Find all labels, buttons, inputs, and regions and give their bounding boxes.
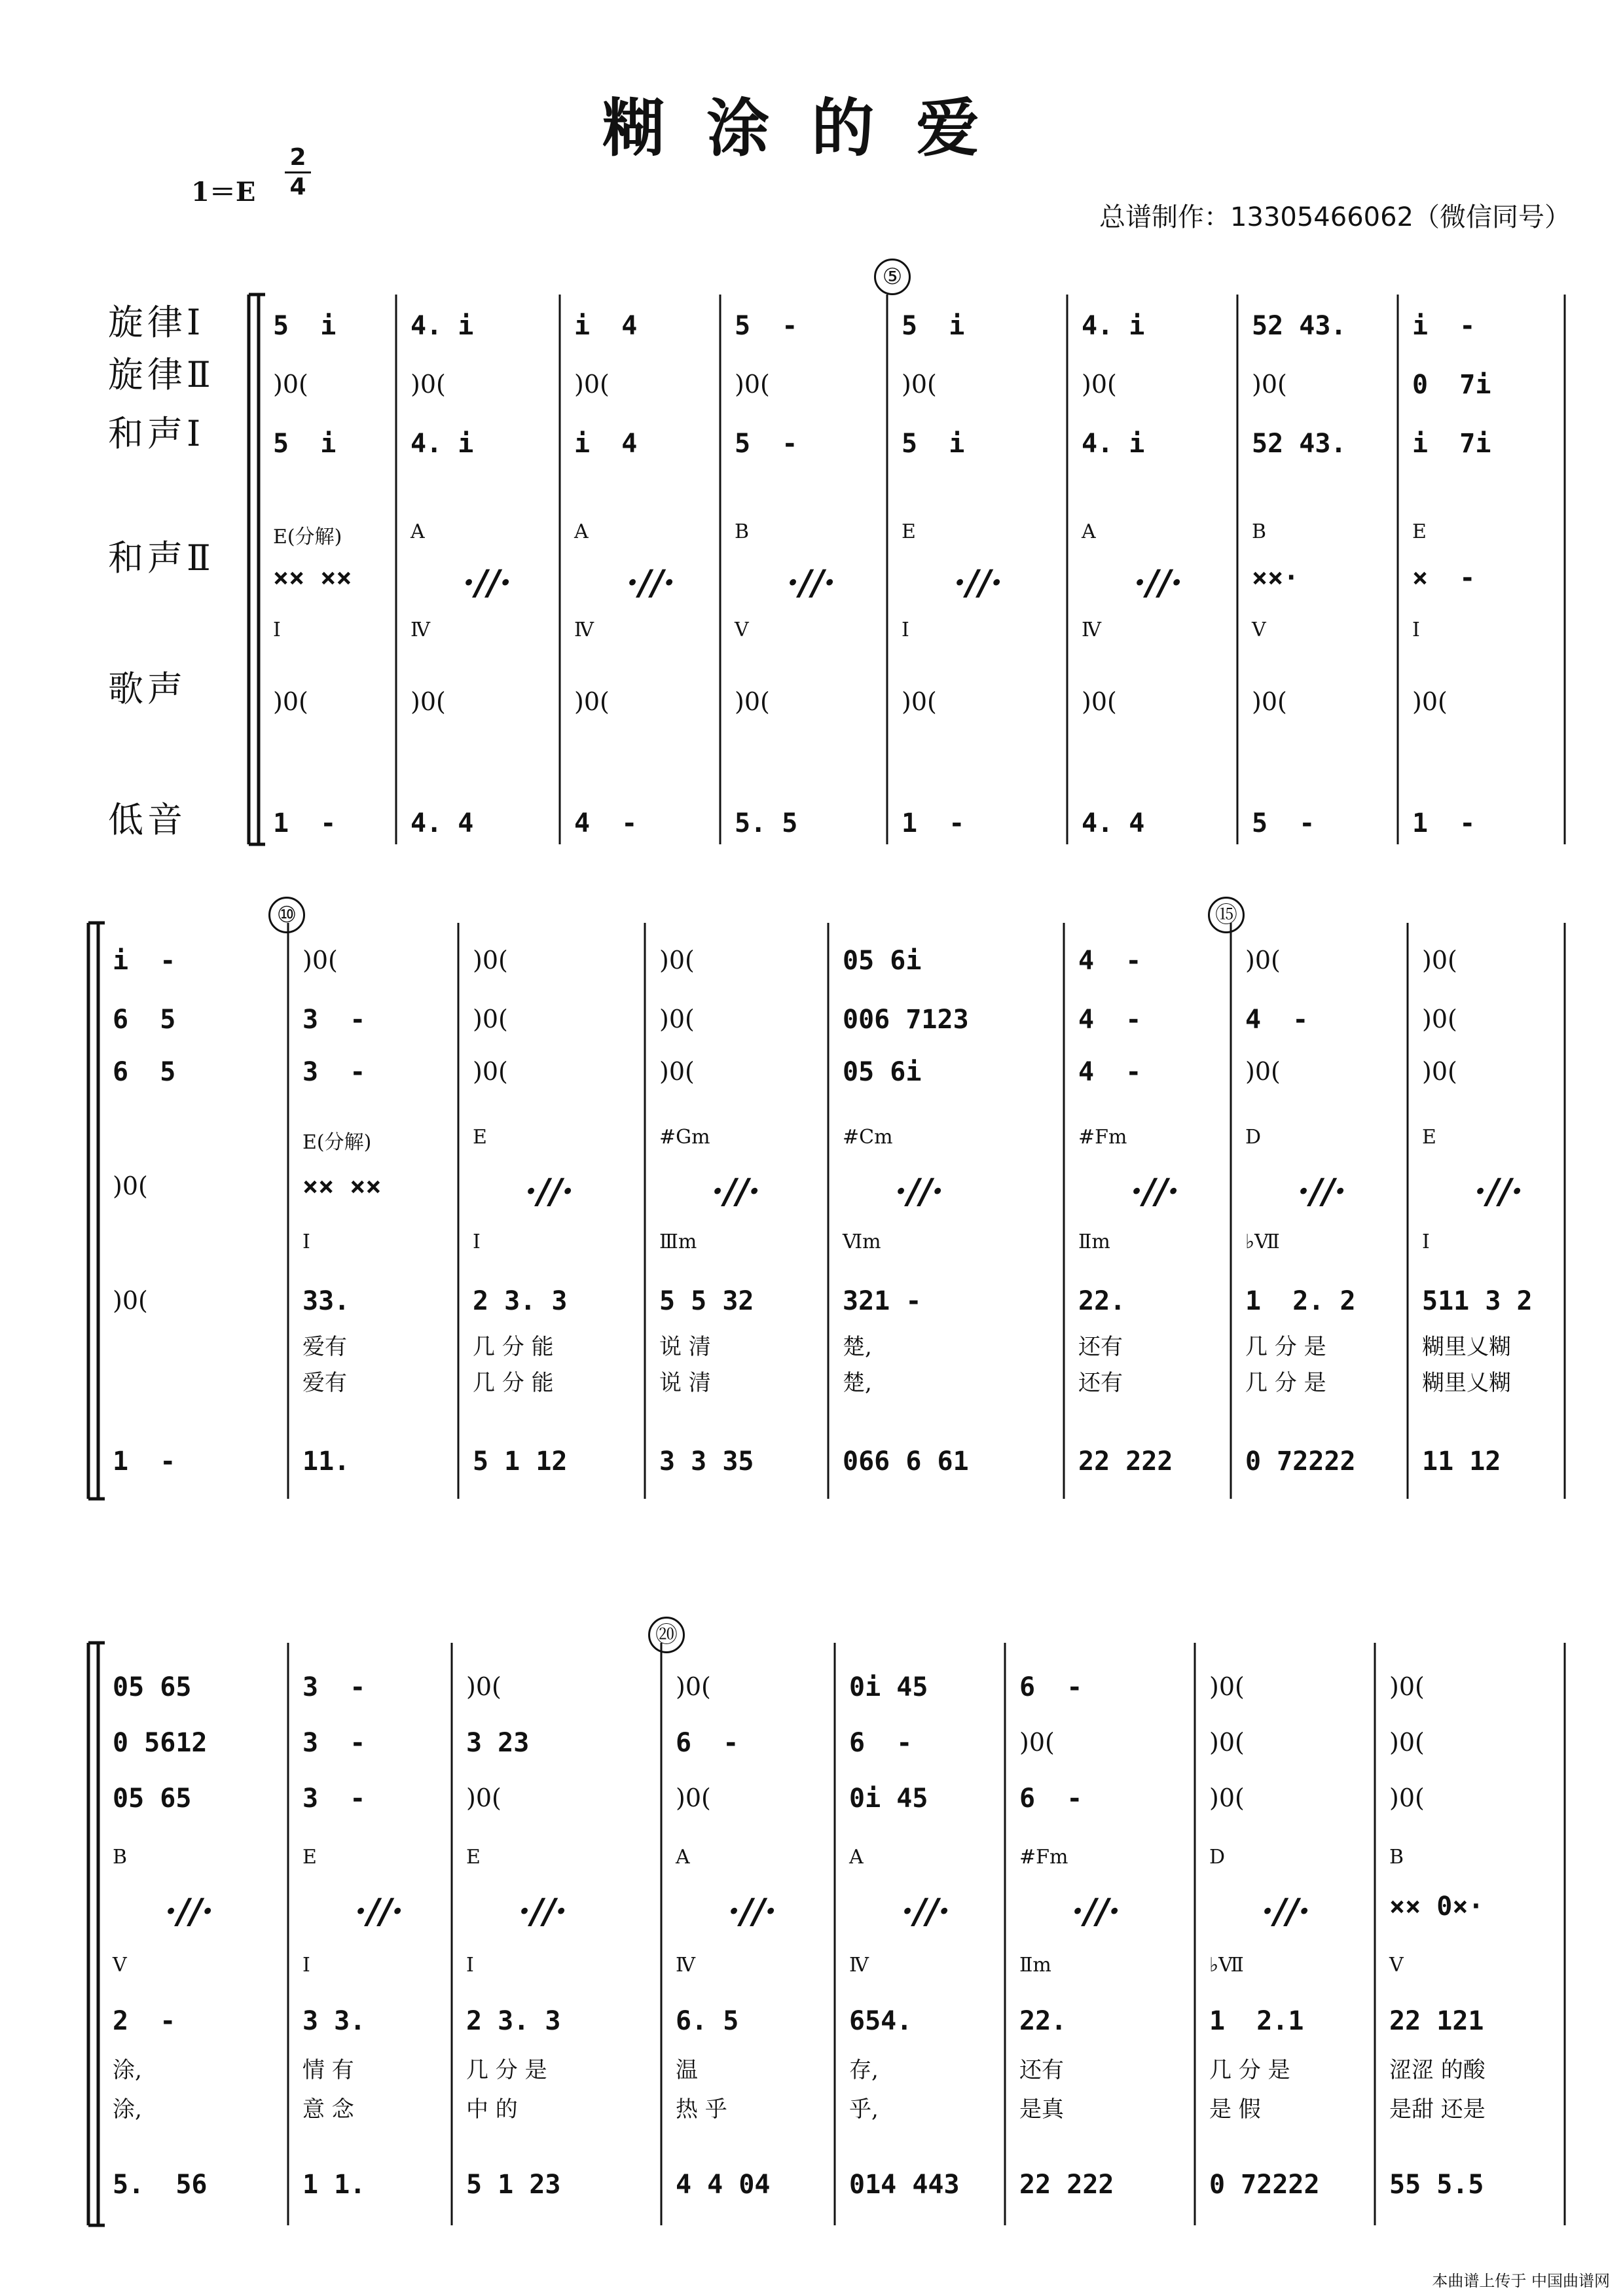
melody1-cell: 4 -: [1078, 946, 1142, 976]
harmony2-cell: ·//·: [1131, 1172, 1180, 1211]
roman-cell: I: [302, 1954, 310, 1977]
voice-cell: 3 3.: [302, 2006, 366, 2036]
bass-cell: 1 1.: [302, 2170, 366, 2200]
melody1-cell: )0(: [1245, 946, 1281, 975]
harmony1-cell: 4 -: [1078, 1057, 1142, 1087]
harmony2-cell: )0(: [113, 1172, 148, 1200]
chords-cell: A: [849, 1846, 864, 1869]
melody1-cell: 5 -: [735, 311, 798, 341]
lyrics2-cell: 几 分 能: [473, 1370, 554, 1396]
chords-cell: E: [902, 520, 916, 543]
melody2-cell: )0(: [659, 1005, 695, 1033]
melody2-cell: 006 7123: [843, 1005, 969, 1035]
chords-cell: B: [1389, 1846, 1404, 1869]
lyrics1-cell: 几 分 是: [466, 2057, 547, 2083]
voice-cell: )0(: [410, 687, 446, 716]
melody2-cell: )0(: [1209, 1728, 1245, 1757]
harmony1-cell: )0(: [659, 1057, 695, 1086]
voice-cell: )0(: [273, 687, 308, 716]
harmony2-cell: × -: [1412, 563, 1476, 593]
lyrics2-cell: 中 的: [466, 2096, 518, 2123]
lyrics1-cell: 温: [676, 2057, 698, 2083]
lyrics1-cell: 几 分 能: [473, 1334, 554, 1360]
melody2-cell: )0(: [1082, 370, 1117, 399]
voice-cell: )0(: [735, 687, 770, 716]
harmony1-cell: )0(: [1245, 1057, 1281, 1086]
melody2-cell: )0(: [473, 1005, 508, 1033]
part-label-4: 歌声: [108, 668, 187, 709]
voice-cell: 2 -: [113, 2006, 176, 2036]
chords-cell: E: [473, 1126, 487, 1149]
lyrics1-cell: 涩涩 的酸: [1389, 2057, 1486, 2083]
melody2-cell: 3 -: [302, 1005, 366, 1035]
roman-cell: I: [273, 619, 281, 641]
roman-cell: Ⅴ: [735, 619, 749, 641]
roman-cell: Ⅱm: [1078, 1230, 1110, 1253]
bass-cell: 5. 5: [735, 808, 798, 838]
melody2-cell: )0(: [1422, 1005, 1457, 1033]
voice-cell: )0(: [113, 1286, 148, 1315]
harmony2-cell: ·//·: [525, 1172, 574, 1211]
chords-cell: E: [302, 1846, 317, 1869]
harmony1-cell: )0(: [1422, 1057, 1457, 1086]
voice-cell: 22.: [1019, 2006, 1067, 2036]
lyrics2-cell: 楚,: [843, 1370, 872, 1396]
voice-cell: 22.: [1078, 1286, 1126, 1316]
melody1-cell: 05 65: [113, 1672, 192, 1702]
harmony1-cell: )0(: [473, 1057, 508, 1086]
harmony1-cell: )0(: [1209, 1784, 1245, 1812]
harmony1-cell: 4. i: [1082, 429, 1145, 459]
chords-cell: E: [1422, 1126, 1436, 1149]
chords-cell: B: [1252, 520, 1267, 543]
melody1-cell: 0i 45: [849, 1672, 928, 1702]
bass-cell: 1 -: [902, 808, 965, 838]
melody2-cell: 6 -: [676, 1728, 739, 1758]
voice-cell: 2 3. 3: [473, 1286, 568, 1316]
voice-cell: )0(: [1252, 687, 1287, 716]
melody2-cell: 3 -: [302, 1728, 366, 1758]
melody1-cell: )0(: [473, 946, 508, 975]
melody1-cell: 3 -: [302, 1672, 366, 1702]
roman-cell: Ⅳ: [574, 619, 594, 641]
lyrics1-cell: 说 清: [659, 1334, 711, 1360]
bass-cell: 014 443: [849, 2170, 960, 2200]
voice-cell: 511 3 2: [1422, 1286, 1533, 1316]
roman-cell: ♭Ⅶ: [1209, 1954, 1244, 1977]
bass-cell: 5. 56: [113, 2170, 208, 2200]
voice-cell: 1 2. 2: [1245, 1286, 1356, 1316]
melody2-cell: 0 7i: [1412, 370, 1491, 400]
melody2-cell: )0(: [273, 370, 308, 399]
lyrics2-cell: 几 分 是: [1245, 1370, 1326, 1396]
harmony1-cell: )0(: [466, 1784, 501, 1812]
chords-cell: #Gm: [659, 1126, 710, 1149]
chords-cell: #Fm: [1019, 1846, 1068, 1869]
chords-cell: E: [1412, 520, 1427, 543]
voice-cell: 654.: [849, 2006, 913, 2036]
melody2-cell: )0(: [574, 370, 610, 399]
bass-cell: 11 12: [1422, 1446, 1501, 1477]
voice-cell: )0(: [1412, 687, 1448, 716]
bass-cell: 1 -: [1412, 808, 1476, 838]
melody2-cell: )0(: [1252, 370, 1287, 399]
lyrics2-cell: 意 念: [302, 2096, 354, 2123]
harmony2-cell: ·//·: [712, 1172, 761, 1211]
harmony1-cell: 4. i: [410, 429, 474, 459]
harmony1-cell: 3 -: [302, 1784, 366, 1814]
melody2-cell: )0(: [902, 370, 937, 399]
harmony1-cell: 52 43.: [1252, 429, 1347, 459]
part-label-2: 和声Ⅰ: [108, 413, 205, 454]
bass-cell: 55 5.5: [1389, 2170, 1484, 2200]
melody1-cell: 4. i: [410, 311, 474, 341]
bass-cell: 0 72222: [1245, 1446, 1356, 1477]
chords-cell: B: [113, 1846, 128, 1869]
lyrics1-cell: 存,: [849, 2057, 879, 2083]
chords-cell: E(分解): [273, 526, 342, 548]
harmony2-cell: ·//·: [1298, 1172, 1347, 1211]
melody2-cell: )0(: [410, 370, 446, 399]
part-label-0: 旋律Ⅰ: [108, 302, 205, 343]
chords-cell: #Fm: [1078, 1126, 1127, 1149]
lyrics1-cell: 几 分 是: [1245, 1334, 1326, 1360]
roman-cell: I: [1412, 619, 1420, 641]
chords-cell: A: [574, 520, 589, 543]
harmony1-cell: )0(: [676, 1784, 711, 1812]
melody1-cell: )0(: [302, 946, 338, 975]
lyrics2-cell: 说 清: [659, 1370, 711, 1396]
bass-cell: 5 -: [1252, 808, 1315, 838]
melody1-cell: 6 -: [1019, 1672, 1083, 1702]
measure-number: ⑳: [648, 1617, 685, 1653]
harmony2-cell: ×× ××: [302, 1172, 382, 1202]
melody1-cell: 5 i: [273, 311, 337, 341]
harmony2-cell: ·//·: [1262, 1892, 1311, 1931]
chords-cell: D: [1245, 1126, 1262, 1149]
roman-cell: I: [466, 1954, 474, 1977]
melody2-cell: 3 23: [466, 1728, 530, 1758]
key-signature: 1＝E: [191, 177, 256, 207]
voice-cell: 6. 5: [676, 2006, 739, 2036]
melody1-cell: )0(: [659, 946, 695, 975]
melody2-cell: 4 -: [1078, 1005, 1142, 1035]
lyrics2-cell: 是真: [1019, 2096, 1064, 2123]
bass-cell: 1 -: [113, 1446, 176, 1477]
roman-cell: Ⅱm: [1019, 1954, 1051, 1977]
bass-cell: 4. 4: [410, 808, 474, 838]
voice-cell: )0(: [902, 687, 937, 716]
harmony2-cell: ·//·: [954, 563, 1003, 603]
time-signature-top: 2: [289, 144, 306, 171]
melody1-cell: i -: [1412, 311, 1476, 341]
bass-cell: 4 4 04: [676, 2170, 771, 2200]
part-label-1: 旋律Ⅱ: [108, 354, 215, 395]
part-label-3: 和声Ⅱ: [108, 537, 215, 579]
roman-cell: Ⅵm: [843, 1230, 881, 1253]
voice-cell: )0(: [1082, 687, 1117, 716]
harmony2-cell: ·//·: [1134, 563, 1183, 603]
part-label-5: 低音: [108, 799, 187, 840]
harmony1-cell: )0(: [1389, 1784, 1425, 1812]
bass-cell: 22 222: [1078, 1446, 1173, 1477]
lyrics1-cell: 糊里乂糊: [1422, 1334, 1511, 1360]
lyrics2-cell: 热 乎: [676, 2096, 727, 2123]
roman-cell: Ⅴ: [1252, 619, 1266, 641]
melody1-cell: )0(: [1389, 1672, 1425, 1701]
chords-cell: A: [410, 520, 425, 543]
harmony2-cell: ××·: [1252, 563, 1300, 593]
melody1-cell: )0(: [1422, 946, 1457, 975]
roman-cell: ♭Ⅶ: [1245, 1230, 1280, 1253]
harmony2-cell: ·//·: [895, 1172, 944, 1211]
roman-cell: Ⅲm: [659, 1230, 697, 1253]
score-maker: 总谱制作：13305466062（微信同号）: [1099, 202, 1571, 232]
harmony2-cell: ·//·: [1072, 1892, 1121, 1931]
roman-cell: Ⅳ: [410, 619, 430, 641]
lyrics1-cell: 楚,: [843, 1334, 872, 1360]
page-title: 糊涂的爱: [602, 92, 1021, 165]
harmony2-cell: ·//·: [728, 1892, 777, 1931]
melody1-cell: i -: [113, 946, 176, 976]
harmony1-cell: 3 -: [302, 1057, 366, 1087]
measure-number: ⑤: [874, 259, 911, 295]
melody1-cell: 05 6i: [843, 946, 922, 976]
voice-cell: 22 121: [1389, 2006, 1484, 2036]
harmony2-cell: ·//·: [902, 1892, 951, 1931]
chords-cell: #Cm: [843, 1126, 893, 1149]
bass-cell: 11.: [302, 1446, 350, 1477]
lyrics1-cell: 还有: [1019, 2057, 1064, 2083]
bass-cell: 5 1 12: [473, 1446, 568, 1477]
melody2-cell: 6 -: [849, 1728, 913, 1758]
bass-cell: 4 -: [574, 808, 638, 838]
chords-cell: D: [1209, 1846, 1226, 1869]
time-signature-bottom: 4: [289, 173, 306, 200]
roman-cell: I: [473, 1230, 481, 1253]
melody2-cell: 0 5612: [113, 1728, 208, 1758]
roman-cell: Ⅴ: [1389, 1954, 1404, 1977]
chords-cell: E: [466, 1846, 481, 1869]
harmony1-cell: 5 i: [273, 429, 337, 459]
harmony2-cell: ×× ××: [273, 563, 352, 593]
melody2-cell: )0(: [1019, 1728, 1055, 1757]
chords-cell: E(分解): [302, 1131, 372, 1154]
lyrics2-cell: 爱有: [302, 1370, 347, 1396]
bass-cell: 1 -: [273, 808, 337, 838]
lyrics1-cell: 几 分 是: [1209, 2057, 1290, 2083]
lyrics1-cell: 爱有: [302, 1334, 347, 1360]
melody1-cell: )0(: [466, 1672, 501, 1701]
harmony2-cell: ·//·: [463, 563, 512, 603]
harmony1-cell: 6 -: [1019, 1784, 1083, 1814]
harmony2-cell: ·//·: [519, 1892, 568, 1931]
melody2-cell: 6 5: [113, 1005, 176, 1035]
roman-cell: I: [1422, 1230, 1430, 1253]
voice-cell: 2 3. 3: [466, 2006, 561, 2036]
chords-cell: A: [676, 1846, 690, 1869]
harmony2-cell: ·//·: [787, 563, 836, 603]
harmony2-cell: ·//·: [1474, 1172, 1523, 1211]
melody2-cell: 4 -: [1245, 1005, 1309, 1035]
lyrics2-cell: 涂,: [113, 2096, 142, 2123]
bass-cell: 4. 4: [1082, 808, 1145, 838]
chords-cell: A: [1082, 520, 1096, 543]
harmony1-cell: i 7i: [1412, 429, 1491, 459]
harmony1-cell: 05 6i: [843, 1057, 922, 1087]
voice-cell: 1 2.1: [1209, 2006, 1304, 2036]
voice-cell: 321 -: [843, 1286, 922, 1316]
harmony2-cell: ·//·: [627, 563, 676, 603]
melody2-cell: )0(: [735, 370, 770, 399]
chords-cell: B: [735, 520, 750, 543]
roman-cell: Ⅳ: [1082, 619, 1101, 641]
roman-cell: Ⅳ: [849, 1954, 869, 1977]
melody1-cell: 5 i: [902, 311, 965, 341]
harmony1-cell: 0i 45: [849, 1784, 928, 1814]
harmony1-cell: 5 i: [902, 429, 965, 459]
bass-cell: 066 6 61: [843, 1446, 969, 1477]
measure-number: ⑮: [1208, 897, 1245, 933]
lyrics1-cell: 涂,: [113, 2057, 142, 2083]
harmony1-cell: 5 -: [735, 429, 798, 459]
harmony2-cell: ·//·: [165, 1892, 214, 1931]
measure-number: ⑩: [268, 897, 305, 933]
roman-cell: I: [302, 1230, 310, 1253]
bass-cell: 22 222: [1019, 2170, 1114, 2200]
voice-cell: 5 5 32: [659, 1286, 754, 1316]
voice-cell: )0(: [574, 687, 610, 716]
bass-cell: 5 1 23: [466, 2170, 561, 2200]
roman-cell: Ⅳ: [676, 1954, 695, 1977]
lyrics2-cell: 糊里乂糊: [1422, 1370, 1511, 1396]
melody1-cell: i 4: [574, 311, 638, 341]
melody1-cell: )0(: [676, 1672, 711, 1701]
lyrics2-cell: 还有: [1078, 1370, 1123, 1396]
harmony2-cell: ×× 0×·: [1389, 1892, 1484, 1922]
lyrics1-cell: 情 有: [302, 2057, 354, 2083]
lyrics1-cell: 还有: [1078, 1334, 1123, 1360]
roman-cell: Ⅴ: [113, 1954, 127, 1977]
bass-cell: 0 72222: [1209, 2170, 1320, 2200]
harmony2-cell: ·//·: [355, 1892, 404, 1931]
roman-cell: I: [902, 619, 909, 641]
footer-source: 本曲谱上传于 中国曲谱网: [1432, 2272, 1610, 2290]
melody1-cell: 52 43.: [1252, 311, 1347, 341]
melody2-cell: )0(: [1389, 1728, 1425, 1757]
harmony1-cell: 6 5: [113, 1057, 176, 1087]
voice-cell: 33.: [302, 1286, 350, 1316]
lyrics2-cell: 是甜 还是: [1389, 2096, 1486, 2123]
harmony1-cell: 05 65: [113, 1784, 192, 1814]
melody1-cell: 4. i: [1082, 311, 1145, 341]
lyrics2-cell: 乎,: [849, 2096, 879, 2123]
bass-cell: 3 3 35: [659, 1446, 754, 1477]
lyrics2-cell: 是 假: [1209, 2096, 1261, 2123]
melody1-cell: )0(: [1209, 1672, 1245, 1701]
harmony1-cell: i 4: [574, 429, 638, 459]
